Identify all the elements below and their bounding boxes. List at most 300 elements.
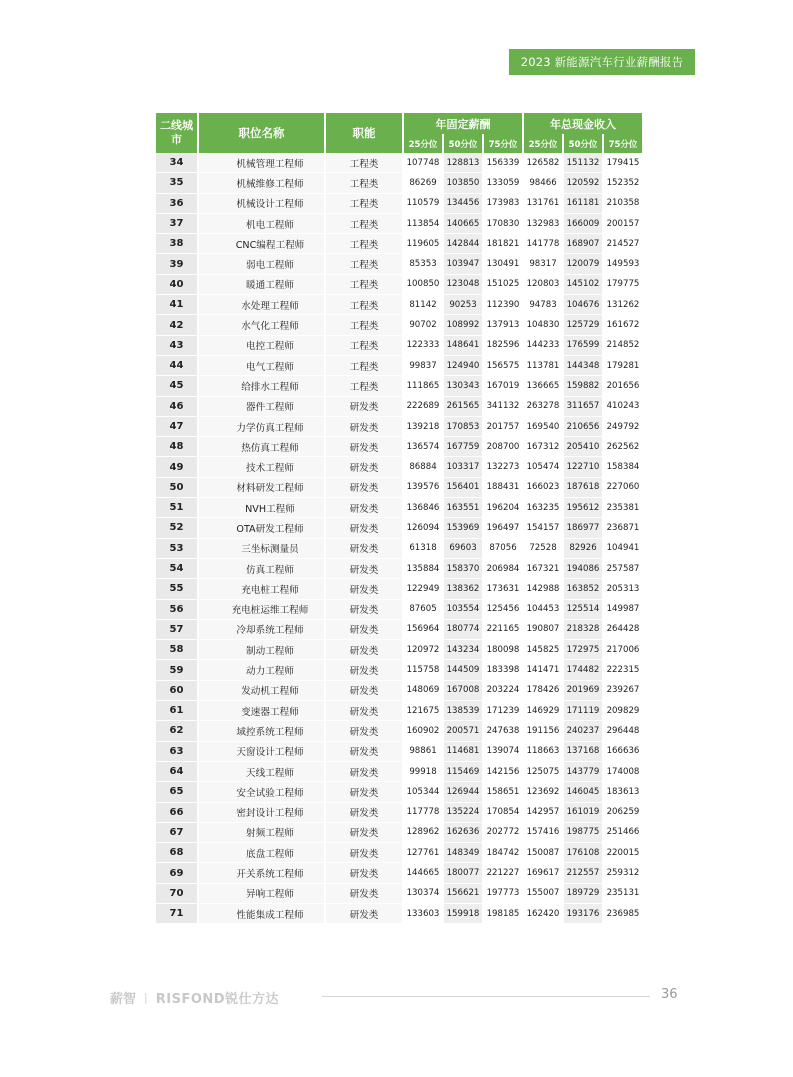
cell-fixed-p25: 110579	[404, 194, 442, 214]
cell-rank: 55	[156, 579, 197, 599]
cell-rank: 70	[156, 884, 197, 904]
cell-cash-p25: 263278	[524, 397, 562, 417]
cell-cash-p25: 142988	[524, 579, 562, 599]
cell-fixed-p75: 180098	[484, 640, 522, 660]
cell-rank: 43	[156, 336, 197, 356]
cell-function: 研发类	[326, 843, 402, 863]
table-row	[156, 782, 642, 802]
cell-fixed-p50: 167008	[444, 681, 482, 701]
cell-cash-p75: 179415	[604, 153, 642, 173]
cell-cash-p50: 161019	[564, 803, 602, 823]
cell-rank: 56	[156, 600, 197, 620]
cell-fixed-p25: 136846	[404, 498, 442, 518]
cell-position-name: 充电桩工程师	[199, 579, 324, 599]
cell-fixed-p75: 139074	[484, 742, 522, 762]
cell-fixed-p25: 117778	[404, 803, 442, 823]
cell-cash-p75: 251466	[604, 823, 642, 843]
cell-function: 研发类	[326, 640, 402, 660]
cell-rank: 45	[156, 376, 197, 396]
table-row	[156, 640, 642, 660]
cell-cash-p50: 104676	[564, 295, 602, 315]
cell-cash-p75: 259312	[604, 863, 642, 883]
cell-fixed-p75: 173983	[484, 194, 522, 214]
cell-function: 工程类	[326, 173, 402, 193]
cell-fixed-p25: 156964	[404, 620, 442, 640]
cell-cash-p25: 166023	[524, 478, 562, 498]
cell-cash-p75: 200157	[604, 214, 642, 234]
table-row	[156, 478, 642, 498]
report-title: 2023 新能源汽车行业薪酬报告	[520, 55, 684, 69]
cell-function: 工程类	[326, 315, 402, 335]
cell-fixed-p25: 144665	[404, 863, 442, 883]
cell-cash-p25: 150087	[524, 843, 562, 863]
cell-fixed-p25: 128962	[404, 823, 442, 843]
risfond-logo: RISFOND锐仕方达	[155, 992, 280, 1007]
cell-fixed-p25: 127761	[404, 843, 442, 863]
cell-fixed-p50: 148349	[444, 843, 482, 863]
cell-fixed-p75: 173631	[484, 579, 522, 599]
cell-position-name: 动力工程师	[199, 660, 324, 680]
table-row	[156, 721, 642, 741]
cell-fixed-p50: 126944	[444, 782, 482, 802]
header-fixed-p25: 25分位	[404, 134, 442, 153]
footer-rule	[322, 996, 650, 997]
cell-function: 工程类	[326, 356, 402, 376]
cell-cash-p75: 262562	[604, 437, 642, 457]
cell-function: 工程类	[326, 234, 402, 254]
cell-position-name: 水处理工程师	[199, 295, 324, 315]
cell-rank: 59	[156, 660, 197, 680]
cell-position-name: 给排水工程师	[199, 376, 324, 396]
salary-table-body	[156, 153, 642, 924]
table-row	[156, 863, 642, 883]
cell-position-name: 开关系统工程师	[199, 863, 324, 883]
cell-fixed-p50: 103850	[444, 173, 482, 193]
cell-cash-p25: 162420	[524, 904, 562, 924]
cell-cash-p25: 141778	[524, 234, 562, 254]
cell-rank: 49	[156, 457, 197, 477]
cell-cash-p50: 194086	[564, 559, 602, 579]
cell-cash-p75: 410243	[604, 397, 642, 417]
cell-fixed-p25: 98861	[404, 742, 442, 762]
cell-cash-p50: 174482	[564, 660, 602, 680]
cell-rank: 38	[156, 234, 197, 254]
cell-position-name: 电气工程师	[199, 356, 324, 376]
cell-position-name: 天线工程师	[199, 762, 324, 782]
cell-cash-p25: 113781	[524, 356, 562, 376]
table-row	[156, 153, 642, 173]
cell-fixed-p75: 156575	[484, 356, 522, 376]
cell-fixed-p25: 148069	[404, 681, 442, 701]
cell-position-name: 性能集成工程师	[199, 904, 324, 924]
table-row	[156, 315, 642, 335]
cell-fixed-p25: 87605	[404, 600, 442, 620]
cell-function: 研发类	[326, 701, 402, 721]
cell-rank: 64	[156, 762, 197, 782]
cell-fixed-p50: 138362	[444, 579, 482, 599]
cell-rank: 37	[156, 214, 197, 234]
cell-fixed-p75: 142156	[484, 762, 522, 782]
cell-rank: 36	[156, 194, 197, 214]
cell-fixed-p25: 130374	[404, 884, 442, 904]
cell-fixed-p25: 135884	[404, 559, 442, 579]
cell-position-name: 变速器工程师	[199, 701, 324, 721]
cell-rank: 67	[156, 823, 197, 843]
table-row	[156, 762, 642, 782]
header-annual-fixed-pay: 年固定薪酬	[404, 113, 522, 134]
cell-position-name: 机械维修工程师	[199, 173, 324, 193]
header-fixed-p50: 50分位	[444, 134, 482, 153]
header-function: 职能	[326, 113, 402, 153]
cell-cash-p50: 218328	[564, 620, 602, 640]
cell-position-name: 仿真工程师	[199, 559, 324, 579]
cell-fixed-p25: 107748	[404, 153, 442, 173]
table-row	[156, 254, 642, 274]
cell-fixed-p75: 203224	[484, 681, 522, 701]
cell-cash-p75: 236985	[604, 904, 642, 924]
cell-fixed-p25: 111865	[404, 376, 442, 396]
cell-fixed-p25: 99918	[404, 762, 442, 782]
cell-position-name: 域控系统工程师	[199, 721, 324, 741]
table-row	[156, 742, 642, 762]
cell-fixed-p50: 156401	[444, 478, 482, 498]
cell-fixed-p25: 86884	[404, 457, 442, 477]
cell-cash-p25: 118663	[524, 742, 562, 762]
cell-position-name: 材料研发工程师	[199, 478, 324, 498]
table-row	[156, 397, 642, 417]
table-row	[156, 701, 642, 721]
cell-rank: 44	[156, 356, 197, 376]
cell-cash-p75: 166636	[604, 742, 642, 762]
cell-cash-p25: 178426	[524, 681, 562, 701]
cell-position-name: 机电工程师	[199, 214, 324, 234]
cell-fixed-p75: 125456	[484, 600, 522, 620]
cell-fixed-p50: 180774	[444, 620, 482, 640]
cell-function: 研发类	[326, 823, 402, 843]
cell-cash-p75: 210358	[604, 194, 642, 214]
cell-fixed-p25: 120972	[404, 640, 442, 660]
cell-cash-p25: 191156	[524, 721, 562, 741]
cell-function: 研发类	[326, 579, 402, 599]
cell-cash-p75: 296448	[604, 721, 642, 741]
table-row	[156, 498, 642, 518]
cell-fixed-p25: 122949	[404, 579, 442, 599]
cell-fixed-p75: 112390	[484, 295, 522, 315]
cell-fixed-p50: 103947	[444, 254, 482, 274]
cell-rank: 46	[156, 397, 197, 417]
cell-rank: 62	[156, 721, 197, 741]
cell-fixed-p50: 138539	[444, 701, 482, 721]
cell-position-name: 天窗设计工程师	[199, 742, 324, 762]
table-row	[156, 457, 642, 477]
cell-cash-p25: 167312	[524, 437, 562, 457]
cell-fixed-p25: 160902	[404, 721, 442, 741]
cell-cash-p50: 176108	[564, 843, 602, 863]
cell-fixed-p75: 182596	[484, 336, 522, 356]
cell-position-name: 热仿真工程师	[199, 437, 324, 457]
cell-cash-p25: 167321	[524, 559, 562, 579]
cell-fixed-p25: 119605	[404, 234, 442, 254]
cell-cash-p75: 220015	[604, 843, 642, 863]
cell-fixed-p25: 90702	[404, 315, 442, 335]
cell-fixed-p75: 221165	[484, 620, 522, 640]
cell-position-name: NVH工程师	[199, 498, 324, 518]
cell-cash-p75: 209829	[604, 701, 642, 721]
header-cash-p50: 50分位	[564, 134, 602, 153]
cell-function: 研发类	[326, 721, 402, 741]
cell-rank: 47	[156, 417, 197, 437]
cell-position-name: 底盘工程师	[199, 843, 324, 863]
cell-fixed-p50: 134456	[444, 194, 482, 214]
cell-fixed-p50: 114681	[444, 742, 482, 762]
cell-cash-p75: 264428	[604, 620, 642, 640]
cell-cash-p50: 125514	[564, 600, 602, 620]
cell-rank: 54	[156, 559, 197, 579]
cell-function: 研发类	[326, 681, 402, 701]
cell-position-name: 机械设计工程师	[199, 194, 324, 214]
cell-cash-p25: 169540	[524, 417, 562, 437]
cell-cash-p75: 149593	[604, 254, 642, 274]
page-number: 36	[661, 987, 678, 1002]
cell-cash-p75: 131262	[604, 295, 642, 315]
cell-fixed-p50: 130343	[444, 376, 482, 396]
table-row	[156, 194, 642, 214]
header-cash-p75: 75分位	[604, 134, 642, 153]
cell-function: 工程类	[326, 336, 402, 356]
cell-cash-p75: 236871	[604, 518, 642, 538]
cell-rank: 58	[156, 640, 197, 660]
cell-rank: 39	[156, 254, 197, 274]
cell-cash-p50: 187618	[564, 478, 602, 498]
cell-cash-p50: 210656	[564, 417, 602, 437]
cell-fixed-p50: 135224	[444, 803, 482, 823]
cell-fixed-p50: 69603	[444, 539, 482, 559]
cell-rank: 34	[156, 153, 197, 173]
cell-function: 研发类	[326, 539, 402, 559]
cell-cash-p75: 158384	[604, 457, 642, 477]
cell-fixed-p25: 222689	[404, 397, 442, 417]
salary-table	[154, 113, 644, 924]
table-row	[156, 173, 642, 193]
cell-rank: 48	[156, 437, 197, 457]
cell-cash-p50: 120592	[564, 173, 602, 193]
cell-cash-p25: 104453	[524, 600, 562, 620]
cell-function: 研发类	[326, 863, 402, 883]
cell-cash-p50: 161181	[564, 194, 602, 214]
cell-fixed-p50: 143234	[444, 640, 482, 660]
cell-rank: 60	[156, 681, 197, 701]
cell-fixed-p25: 99837	[404, 356, 442, 376]
cell-function: 研发类	[326, 478, 402, 498]
cell-cash-p75: 214852	[604, 336, 642, 356]
header-position-name: 职位名称	[199, 113, 324, 153]
cell-fixed-p50: 90253	[444, 295, 482, 315]
cell-fixed-p25: 139576	[404, 478, 442, 498]
cell-function: 工程类	[326, 254, 402, 274]
cell-cash-p25: 120803	[524, 275, 562, 295]
cell-function: 工程类	[326, 194, 402, 214]
cell-fixed-p75: 201757	[484, 417, 522, 437]
report-title-tab	[509, 49, 695, 75]
cell-fixed-p75: 167019	[484, 376, 522, 396]
cell-fixed-p50: 156621	[444, 884, 482, 904]
header-fixed-p75: 75分位	[484, 134, 522, 153]
cell-fixed-p75: 196204	[484, 498, 522, 518]
cell-cash-p25: 163235	[524, 498, 562, 518]
cell-cash-p75: 149987	[604, 600, 642, 620]
cell-position-name: CNC编程工程师	[199, 234, 324, 254]
cell-cash-p50: 172975	[564, 640, 602, 660]
cell-cash-p75: 227060	[604, 478, 642, 498]
cell-cash-p75: 235131	[604, 884, 642, 904]
cell-fixed-p50: 128813	[444, 153, 482, 173]
cell-position-name: 充电桩运维工程师	[199, 600, 324, 620]
header-cash-p25: 25分位	[524, 134, 562, 153]
cell-cash-p25: 94783	[524, 295, 562, 315]
cell-position-name: 弱电工程师	[199, 254, 324, 274]
cell-position-name: 发动机工程师	[199, 681, 324, 701]
cell-function: 研发类	[326, 457, 402, 477]
cell-cash-p50: 212557	[564, 863, 602, 883]
cell-fixed-p25: 115758	[404, 660, 442, 680]
cell-cash-p50: 311657	[564, 397, 602, 417]
cell-cash-p50: 145102	[564, 275, 602, 295]
cell-cash-p50: 193176	[564, 904, 602, 924]
cell-fixed-p75: 170830	[484, 214, 522, 234]
cell-cash-p25: 157416	[524, 823, 562, 843]
cell-cash-p75: 235381	[604, 498, 642, 518]
cell-function: 工程类	[326, 275, 402, 295]
cell-rank: 41	[156, 295, 197, 315]
cell-position-name: 射频工程师	[199, 823, 324, 843]
cell-cash-p50: 143779	[564, 762, 602, 782]
cell-fixed-p25: 121675	[404, 701, 442, 721]
cell-fixed-p75: 183398	[484, 660, 522, 680]
table-row	[156, 336, 642, 356]
cell-function: 研发类	[326, 803, 402, 823]
cell-cash-p75: 239267	[604, 681, 642, 701]
cell-position-name: 异响工程师	[199, 884, 324, 904]
cell-fixed-p50: 115469	[444, 762, 482, 782]
cell-cash-p25: 169617	[524, 863, 562, 883]
cell-cash-p50: 171119	[564, 701, 602, 721]
cell-rank: 52	[156, 518, 197, 538]
cell-position-name: 力学仿真工程师	[199, 417, 324, 437]
cell-fixed-p25: 113854	[404, 214, 442, 234]
cell-cash-p25: 190807	[524, 620, 562, 640]
table-row	[156, 234, 642, 254]
cell-cash-p25: 126582	[524, 153, 562, 173]
cell-cash-p50: 137168	[564, 742, 602, 762]
cell-function: 研发类	[326, 417, 402, 437]
cell-fixed-p75: 206984	[484, 559, 522, 579]
cell-cash-p50: 195612	[564, 498, 602, 518]
logo-divider: |	[144, 991, 148, 1004]
cell-rank: 35	[156, 173, 197, 193]
cell-cash-p75: 257587	[604, 559, 642, 579]
cell-cash-p50: 205410	[564, 437, 602, 457]
cell-cash-p75: 222315	[604, 660, 642, 680]
table-row	[156, 681, 642, 701]
cell-fixed-p50: 261565	[444, 397, 482, 417]
cell-cash-p25: 145825	[524, 640, 562, 660]
cell-position-name: 器件工程师	[199, 397, 324, 417]
cell-fixed-p25: 85353	[404, 254, 442, 274]
cell-fixed-p50: 124940	[444, 356, 482, 376]
cell-fixed-p75: 170854	[484, 803, 522, 823]
cell-fixed-p50: 167759	[444, 437, 482, 457]
cell-fixed-p25: 61318	[404, 539, 442, 559]
cell-position-name: 水气化工程师	[199, 315, 324, 335]
cell-cash-p50: 151132	[564, 153, 602, 173]
table-row	[156, 823, 642, 843]
table-row	[156, 884, 642, 904]
footer-logos	[110, 988, 279, 1007]
cell-fixed-p75: 341132	[484, 397, 522, 417]
header-city-tier: 二线城市	[156, 113, 197, 153]
cell-fixed-p75: 151025	[484, 275, 522, 295]
cell-fixed-p25: 100850	[404, 275, 442, 295]
cell-rank: 68	[156, 843, 197, 863]
cell-function: 研发类	[326, 884, 402, 904]
cell-fixed-p50: 148641	[444, 336, 482, 356]
cell-position-name: 机械管理工程师	[199, 153, 324, 173]
cell-fixed-p75: 171239	[484, 701, 522, 721]
cell-cash-p75: 104941	[604, 539, 642, 559]
cell-cash-p75: 249792	[604, 417, 642, 437]
cell-fixed-p50: 158370	[444, 559, 482, 579]
table-row	[156, 437, 642, 457]
cell-cash-p75: 179281	[604, 356, 642, 376]
cell-cash-p50: 159882	[564, 376, 602, 396]
table-row	[156, 559, 642, 579]
cell-fixed-p50: 159918	[444, 904, 482, 924]
cell-cash-p50: 144348	[564, 356, 602, 376]
cell-cash-p25: 98466	[524, 173, 562, 193]
cell-function: 研发类	[326, 397, 402, 417]
cell-function: 研发类	[326, 904, 402, 924]
cell-fixed-p50: 153969	[444, 518, 482, 538]
cell-position-name: 冷却系统工程师	[199, 620, 324, 640]
cell-fixed-p50: 200571	[444, 721, 482, 741]
cell-cash-p75: 161672	[604, 315, 642, 335]
cell-cash-p25: 105474	[524, 457, 562, 477]
cell-fixed-p50: 170853	[444, 417, 482, 437]
cell-fixed-p50: 180077	[444, 863, 482, 883]
cell-fixed-p50: 144509	[444, 660, 482, 680]
cell-fixed-p75: 156339	[484, 153, 522, 173]
table-row	[156, 376, 642, 396]
cell-fixed-p50: 140665	[444, 214, 482, 234]
cell-cash-p75: 183613	[604, 782, 642, 802]
cell-cash-p75: 179775	[604, 275, 642, 295]
cell-function: 研发类	[326, 620, 402, 640]
table-row	[156, 904, 642, 924]
cell-function: 工程类	[326, 295, 402, 315]
cell-cash-p75: 201656	[604, 376, 642, 396]
cell-fixed-p50: 103317	[444, 457, 482, 477]
cell-function: 研发类	[326, 742, 402, 762]
cell-cash-p50: 163852	[564, 579, 602, 599]
cell-position-name: 密封设计工程师	[199, 803, 324, 823]
cell-fixed-p50: 142844	[444, 234, 482, 254]
cell-cash-p75: 205313	[604, 579, 642, 599]
cell-function: 研发类	[326, 518, 402, 538]
table-row	[156, 539, 642, 559]
cell-fixed-p25: 136574	[404, 437, 442, 457]
table-row	[156, 417, 642, 437]
cell-fixed-p75: 87056	[484, 539, 522, 559]
